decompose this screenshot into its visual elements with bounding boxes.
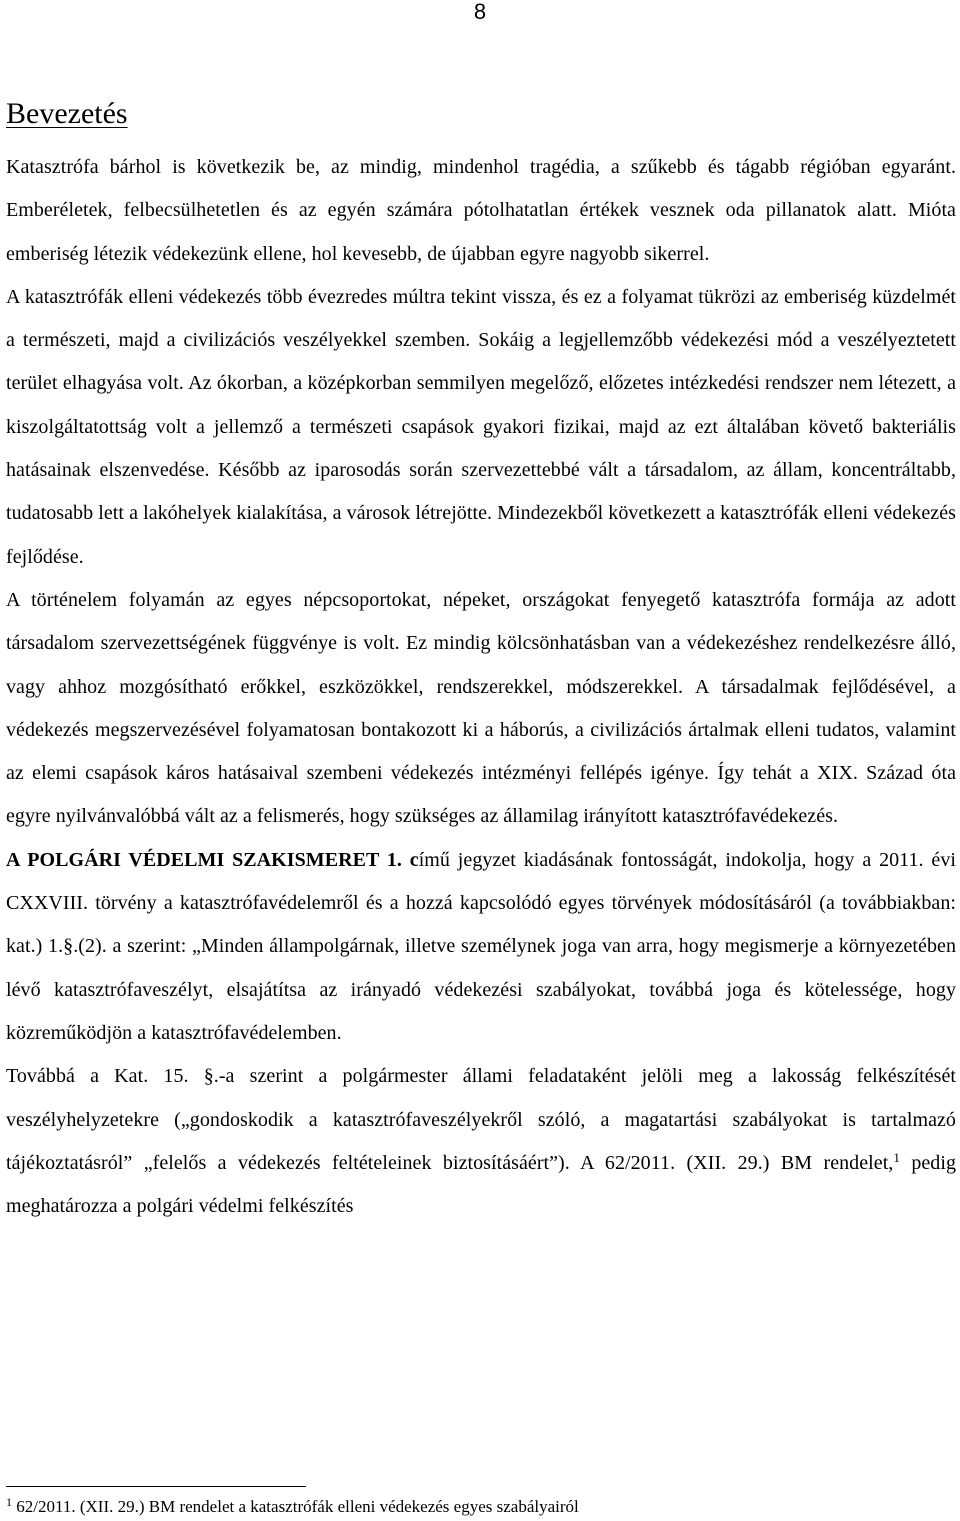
bold-title-reference: A POLGÁRI VÉDELMI SZAKISMERET 1. c — [6, 848, 419, 871]
paragraph-1: Katasztrófa bárhol is következik be, az mindig, mindenhol tragédia, a szűkebb és tágabb régióban egyaránt. Emberéletek, felbecsülhetetlen és az egyén számára pótolhatatlan értékek vesznek oda pillanatok alatt. Mióta emberiség létezik védekezünk ellene, hol kevesebb, de újabban egyre nagyobb sikerrel. — [6, 156, 956, 265]
paragraph-4 — [6, 839, 956, 1055]
body-text — [6, 146, 956, 1228]
footnote-reference: 1 — [893, 1149, 900, 1165]
footnote-text: 62/2011. (XII. 29.) BM rendelet a katasztrófák elleni védekezés egyes szabályairól — [12, 1497, 579, 1516]
paragraph-3: A történelem folyamán az egyes népcsoportokat, népeket, országokat fenyegető katasztrófa formája az adott társadalom szervezettségének függvénye is volt. Ez mindig kölcsönhatásban van a védekezéshez rendelkezésre álló, vagy ahhoz mozgósítható erőkkel, eszközökkel, rendszerekkel, módszerekkel. A társadalmak fejlődésével, a védekezés megszervezésével folyamatosan bontakozott ki a háborús, a civilizációs ártalmak elleni tudatos, valamint az elemi csapások káros hatásaival szembeni védekezés intézményi fellépés igénye. Így tehát a XIX. Század óta egyre nyilvánvalóbbá vált az a felismerés, hogy szükséges az államilag irányított katasztrófavédekezés. — [6, 588, 956, 828]
footnote-divider — [6, 1486, 306, 1487]
paragraph-2: A katasztrófák elleni védekezés több évezredes múltra tekint vissza, és ez a folyamat tükrözi az emberiség küzdelmét a természeti, majd a civilizációs veszélyekkel szemben. Sokáig a legjellemzőbb védekezési mód a veszélyeztetett terület elhagyása volt. Az ókorban, a középkorban semmilyen megelőző, előzetes intézkedési rendszer nem létezett, a kiszolgáltatottság volt a jellemző a természeti csapások gyakori fizikai, majd az ezt általában követő bakteriális hatásainak elszenvedése. Később az iparosodás során szervezettebbé vált a társadalom, az állam, koncentráltabb, tudatosabb lett a lakóhelyek kialakítása, a városok létrejötte. Mindezekből következett a katasztrófák elleni védekezés fejlődése. — [6, 285, 956, 568]
footnote-marker: 1 — [6, 1495, 12, 1509]
page-number: 8 — [473, 0, 487, 24]
paragraph-5-text: Továbbá a Kat. 15. §.-a szerint a polgármester állami feladataként jelöli meg a lakosság felkészítését veszélyhelyzetekre („gondoskodik a katasztrófaveszélyekről szóló, a magatartási szabályokat is tartalmazó tájékoztatásról” „felelős a védekezés feltételeinek biztosításáért”). A 62/2011. (XII. 29.) BM rendelet, — [6, 1065, 956, 1174]
paragraph-5 — [6, 1055, 956, 1228]
paragraph-5-continuation: pedig meghatározza a polgári védelmi felkészítés — [6, 1151, 957, 1218]
section-title: Bevezetés — [6, 97, 128, 130]
paragraph-4-text: ímű jegyzet kiadásának fontosságát, indokolja, hogy a 2011. évi CXXVIII. törvény a katasztrófavédelemről és a hozzá kapcsolódó egyes törvények módosításáról (a továbbiakban: kat.) 1.§.(2). a szerint: „Minden állampolgárnak, illetve személynek joga van arra, hogy megismerje a környezetében lévő katasztrófaveszélyt, elsajátítsa az irányadó védekezési szabályokat, továbbá joga és kötelessége, hogy közreműködjön a katasztrófavédelemben. — [6, 848, 956, 1044]
footnote — [6, 1496, 956, 1518]
